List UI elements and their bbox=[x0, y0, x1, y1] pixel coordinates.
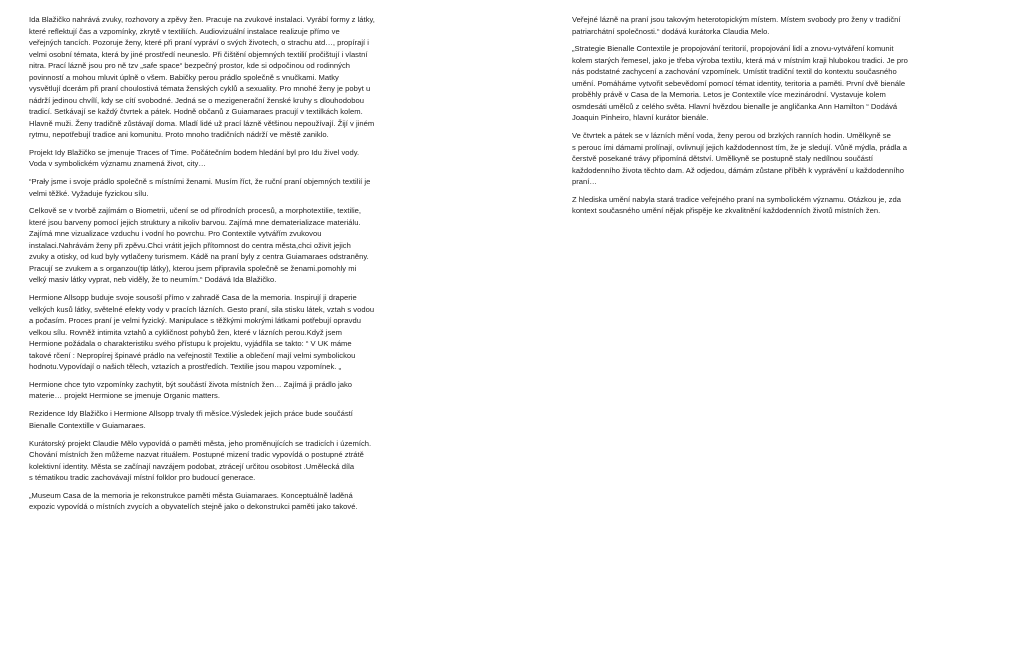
paragraph: „Strategie Bienalle Contextile je propojování teritorií, propojování lidí a znovu-vytváření komunit kolem starých řemesel, jako je třeba výroba textilu, která má v místním kraji hlubokou tradici. Je pro nás podstatné zachycení a zachování vzpomínek. Umístit tradiční textil do kontextu současného umění. Pomáháme vytvořit sebevědomí pomocí témat identity, teritoria a paměti. První dvě bienále proběhly právě v Casa de la Memoria. Letos je Contextile více mezinárodní. Vystavuje kolem osmdesáti umělců z celého světa. Hlavní hvězdou bienalle je angličanka Ann Hamilton “ Dodává Joaquin Pinheiro, hlavní kurátor bienále. bbox=[572, 44, 908, 123]
paragraph: „Museum Casa de la memoria je rekonstrukce paměti města Guiamaraes. Konceptuálně laděná expozic vypovídá o místních zvycích a obyvatelích stejně jako o dekonstrukci paměti jako takové. bbox=[29, 490, 358, 512]
paragraph: Kurátorský projekt Claudie Mělo vypovídá o paměti města, jeho proměnujících se tradicích i územích. Chování místních žen můžeme nazvat rituálem. Postupné mizení tradic vypovídá o postupné ztrátě kolektivní identity. Města se začínají navzájem podobat, ztrácejí určitou osobitost .Umělecká díla s tématikou tradic zachovávají místní folklor pro budoucí generace. bbox=[29, 438, 372, 483]
paragraph: Z hlediska umění nabyla stará tradice veřejného praní na symbolickém významu. Otázkou je, zda kontext současného umění nějak přispěje ke zkvalitnění každodenních životů místních žen. bbox=[572, 194, 901, 216]
paragraph: Projekt Idy Blažičko se jmenuje Traces of Time. Počátečním bodem hledání byl pro Idu živel vody. Voda v symbolickém významu znamená život, city… bbox=[29, 147, 360, 169]
paragraph: Hermione chce tyto vzpomínky zachytit, být součástí života místních žen… Zajímá ji prádlo jako materie… projekt Hermione se jmenuje Organic matters. bbox=[29, 379, 353, 401]
paragraph: Ida Blažičko nahrává zvuky, rozhovory a zpěvy žen. Pracuje na zvukové instalaci. Vyrábí formy z látky, které reflektují čas a vzpomínky, zkrytě v textiliích. Audiovizuální instalace realizuje přímo ve veřejných tancích. Pozoruje ženy, které při praní vypráví o svých životech, o strachu atd…, propírají i velmi osobní témata, která by jiné prostředí neuneslo. Při čištění objemných textilií pročištují i vlastní nitra. Prací lázně jsou pro ně tzv „safe space“ bezpečný prostor, kde si odpočinou od rodinných povinností a mohou mluvit úplně o všem. Babičky perou prádlo společně s vnučkami. Matky vysvětlují dcerám při praní choulostivá témata ženských cyklů a sexuality. Pro mnohé ženy je pobyt u nádrží jedinou chvílí, kdy se cítí svobodné. Jedná se o mezigenerační ženské kruhy s dlouhodobou tradicí. Setkávají se každý čtvrtek a pátek. Hodně občanů z Guiamaraes pracují v textilkách kolem. Hlavně muži. Ženy tradičně zůstávají doma. Mladí lidé už prací lázně většinou nepoužívají. Žijí v jiném rytmu, nepotřebují tradice ani komunitu. Proto mnoho tradičních nádrží ve městě zaniklo. bbox=[29, 15, 375, 139]
paragraph: Hermione Allsopp buduje svoje sousoší přímo v zahradě Casa de la memoria. Inspirují ji draperie velkých kusů látky, světelné efekty vody v pracích lázních. Gesto praní, sila stisku látek, vztah s vodou a počasím. Proces praní je velmi fyzický. Manipulace s těžkými mokrými látkami potřebují opravdu velkou sílu. Rovněž intimita vztahů a cykličnost pohybů žen, které v lázních perou.Když jsem Hermione požádala o charakteristiku svého přístupu k projektu, vyjádřila se takto: “ V UK máme takové rčení : Nepropírej špinavé prádlo na veřejnosti! Textilie a oblečení mají velmi symbolickou hodnotu.Vypovídají o našich tělech, vztazích a prostředích. Textilie jsou mapou vzpomínek. „ bbox=[29, 293, 375, 372]
paragraph: Rezidence Idy Blažičko i Hermione Allsopp trvaly tři měsíce.Výsledek jejich práce bude součástí Bienalle Contextille v Guiamaraes. bbox=[29, 409, 353, 430]
paragraph: Celkově se v tvorbě zajímám o Biometrii, učení se od přírodních procesů, a morphotextilie, textilie, které jsou barveny pomocí jejich struktury a nikoliv barvou. Zajímá mne dematerializace materiálu. Zajímá mne vizualizace vzduchu i vodní ho povrchu. Pro Contextile vytvářím zvukovou instalaci.Nahrávám ženy při zpěvu.Chci vrátit jejich přítomnost do centra města,chci oživit jejich zvuky a otisky, od kud byly vytlačeny turismem. Kádě na praní byly z centra Guiamaraes odstraněny. Pracují se zvukem a s organzou(tip látky), kterou jsem připravila společně se ženami.pomohly mi velký masiv látky vyprat, neb viděly, že to neumím.“ Dodává Ida Blažičko. bbox=[29, 206, 369, 285]
right-text-column bbox=[572, 14, 984, 223]
paragraph: Veřejné lázně na praní jsou takovým heterotopickým místem. Místem svobody pro ženy v tradiční patriarchátní společnosti.“ dodává kurátorka Claudia Melo. bbox=[572, 15, 901, 36]
left-text-column bbox=[29, 14, 444, 519]
paragraph: “Prały jsme i svoje prádlo společně s místními ženami. Musím říct, že ruční praní objemných textilií je velmi těžké. Vyžaduje fyzickou sílu. bbox=[29, 177, 371, 198]
paragraph: Ve čtvrtek a pátek se v lázních mění voda, ženy perou od brzkých ranních hodin. Umělkyně se s perouc ími dámami prolínají, ovlivnují jejich každodennost tím, že je sledují. Vůně mýdla, prádla a čerstvě posekané trávy připomíná dětství. Umělkyně se postupně staly nedílnou součástí každodenního života těchto dam. Až odjedou, dámám zůstane příběh k vyprávění u každodenního praní… bbox=[572, 131, 908, 187]
